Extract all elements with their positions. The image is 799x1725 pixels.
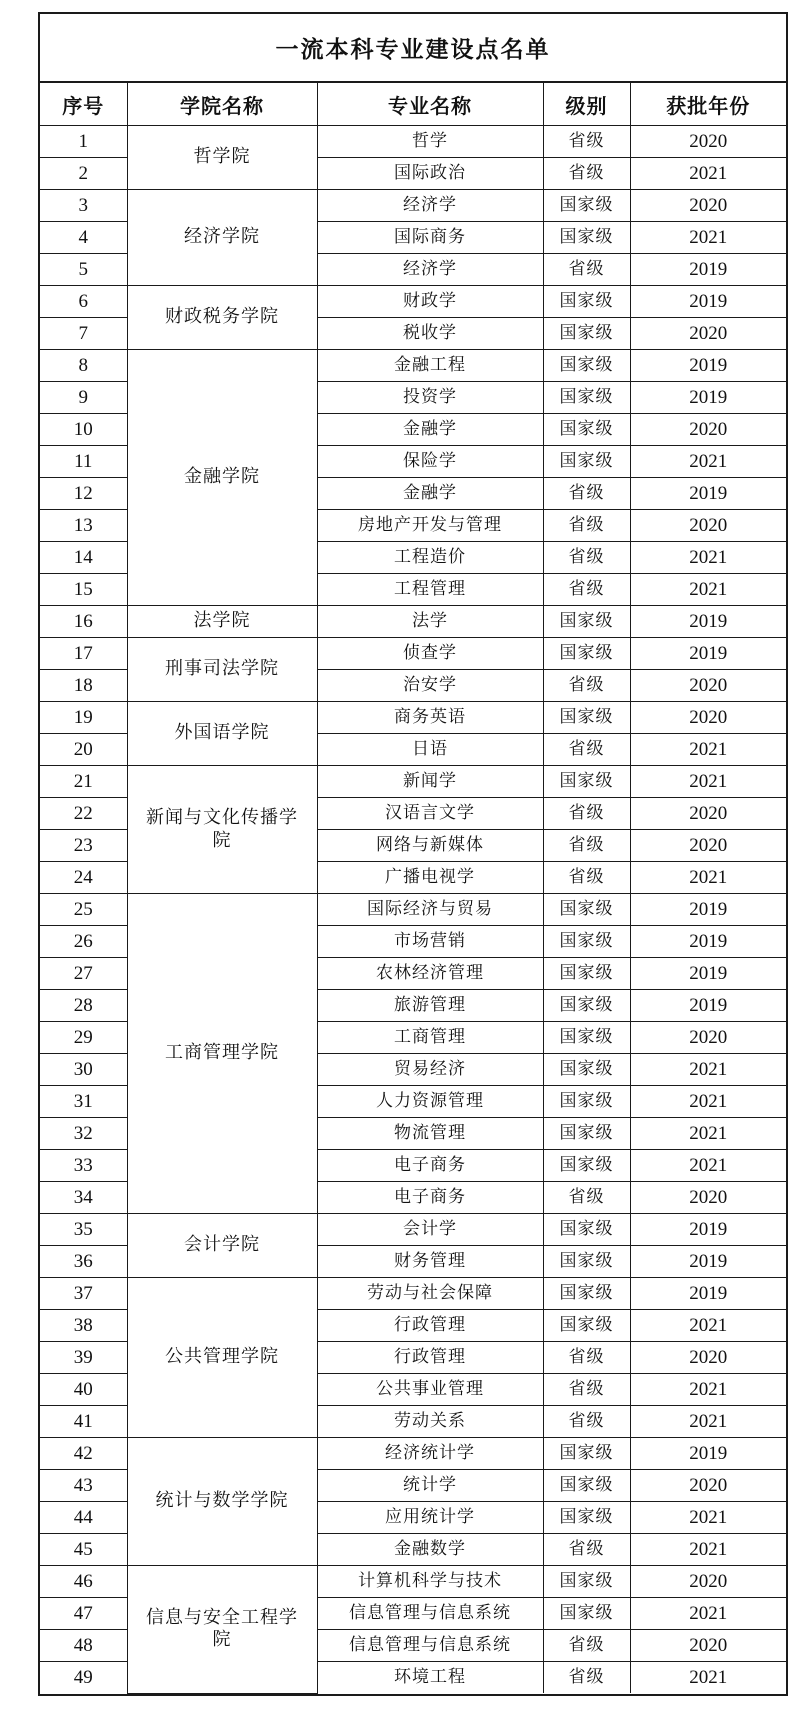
major-name: 金融学 (317, 478, 543, 510)
major-name: 电子商务 (317, 1182, 543, 1214)
row-index: 1 (40, 126, 127, 158)
level-badge: 国家级 (543, 1246, 630, 1278)
level-badge: 国家级 (543, 958, 630, 990)
major-name: 电子商务 (317, 1150, 543, 1182)
approval-year: 2021 (630, 734, 786, 766)
level-badge: 国家级 (543, 446, 630, 478)
approval-year: 2020 (630, 702, 786, 734)
level-badge: 省级 (543, 574, 630, 606)
header-index: 序号 (40, 83, 127, 126)
row-index: 17 (40, 638, 127, 670)
row-index: 7 (40, 318, 127, 350)
row-index: 39 (40, 1342, 127, 1374)
table-row (40, 766, 786, 798)
approval-year: 2020 (630, 126, 786, 158)
major-name: 经济学 (317, 254, 543, 286)
level-badge: 国家级 (543, 318, 630, 350)
approval-year: 2019 (630, 606, 786, 638)
row-index: 3 (40, 190, 127, 222)
level-badge: 国家级 (543, 190, 630, 222)
row-index: 6 (40, 286, 127, 318)
major-name: 哲学 (317, 126, 543, 158)
approval-year: 2021 (630, 1150, 786, 1182)
major-name: 税收学 (317, 318, 543, 350)
table-row (40, 286, 786, 318)
major-name: 环境工程 (317, 1662, 543, 1694)
major-name: 行政管理 (317, 1342, 543, 1374)
approval-year: 2019 (630, 478, 786, 510)
header-level: 级别 (543, 83, 630, 126)
table-row (40, 638, 786, 670)
major-name: 信息管理与信息系统 (317, 1598, 543, 1630)
approval-year: 2020 (630, 190, 786, 222)
row-index: 41 (40, 1406, 127, 1438)
approval-year: 2021 (630, 766, 786, 798)
major-name: 广播电视学 (317, 862, 543, 894)
level-badge: 国家级 (543, 1502, 630, 1534)
row-index: 13 (40, 510, 127, 542)
approval-year: 2021 (630, 1534, 786, 1566)
major-name: 公共事业管理 (317, 1374, 543, 1406)
major-name: 金融数学 (317, 1534, 543, 1566)
row-index: 31 (40, 1086, 127, 1118)
approval-year: 2021 (630, 1598, 786, 1630)
row-index: 20 (40, 734, 127, 766)
level-badge: 国家级 (543, 1566, 630, 1598)
major-name: 会计学 (317, 1214, 543, 1246)
major-name: 保险学 (317, 446, 543, 478)
level-badge: 国家级 (543, 702, 630, 734)
level-badge: 国家级 (543, 1438, 630, 1470)
level-badge: 省级 (543, 830, 630, 862)
major-name: 劳动与社会保障 (317, 1278, 543, 1310)
major-name: 汉语言文学 (317, 798, 543, 830)
row-index: 22 (40, 798, 127, 830)
level-badge: 省级 (543, 1662, 630, 1694)
approval-year: 2019 (630, 926, 786, 958)
level-badge: 国家级 (543, 350, 630, 382)
major-name: 旅游管理 (317, 990, 543, 1022)
department-name: 经济学院 (127, 190, 317, 286)
level-badge: 省级 (543, 1342, 630, 1374)
department-name: 工商管理学院 (127, 894, 317, 1214)
table-row (40, 1438, 786, 1470)
table-row (40, 1214, 786, 1246)
level-badge: 国家级 (543, 1310, 630, 1342)
department-name: 法学院 (127, 606, 317, 638)
level-badge: 省级 (543, 1406, 630, 1438)
major-name: 经济统计学 (317, 1438, 543, 1470)
level-badge: 国家级 (543, 1086, 630, 1118)
level-badge: 国家级 (543, 1214, 630, 1246)
row-index: 36 (40, 1246, 127, 1278)
row-index: 35 (40, 1214, 127, 1246)
major-name: 工程造价 (317, 542, 543, 574)
row-index: 25 (40, 894, 127, 926)
approval-year: 2020 (630, 798, 786, 830)
row-index: 5 (40, 254, 127, 286)
document-table-sheet (38, 12, 788, 1696)
approval-year: 2019 (630, 382, 786, 414)
level-badge: 省级 (543, 126, 630, 158)
row-index: 29 (40, 1022, 127, 1054)
approval-year: 2020 (630, 830, 786, 862)
row-index: 28 (40, 990, 127, 1022)
approval-year: 2019 (630, 638, 786, 670)
table-header-row (40, 83, 786, 126)
department-name: 会计学院 (127, 1214, 317, 1278)
major-name: 法学 (317, 606, 543, 638)
row-index: 21 (40, 766, 127, 798)
approval-year: 2019 (630, 254, 786, 286)
row-index: 37 (40, 1278, 127, 1310)
level-badge: 国家级 (543, 1150, 630, 1182)
row-index: 12 (40, 478, 127, 510)
row-index: 24 (40, 862, 127, 894)
major-name: 计算机科学与技术 (317, 1566, 543, 1598)
level-badge: 国家级 (543, 638, 630, 670)
major-name: 金融学 (317, 414, 543, 446)
level-badge: 省级 (543, 670, 630, 702)
major-name: 人力资源管理 (317, 1086, 543, 1118)
row-index: 43 (40, 1470, 127, 1502)
row-index: 9 (40, 382, 127, 414)
major-name: 金融工程 (317, 350, 543, 382)
row-index: 8 (40, 350, 127, 382)
row-index: 45 (40, 1534, 127, 1566)
major-name: 投资学 (317, 382, 543, 414)
approval-year: 2021 (630, 542, 786, 574)
level-badge: 省级 (543, 478, 630, 510)
row-index: 4 (40, 222, 127, 254)
approval-year: 2020 (630, 1566, 786, 1598)
row-index: 30 (40, 1054, 127, 1086)
level-badge: 省级 (543, 734, 630, 766)
approval-year: 2021 (630, 1310, 786, 1342)
major-name: 农林经济管理 (317, 958, 543, 990)
approval-year: 2021 (630, 862, 786, 894)
level-badge: 国家级 (543, 382, 630, 414)
approval-year: 2019 (630, 1278, 786, 1310)
level-badge: 国家级 (543, 1118, 630, 1150)
table-row (40, 606, 786, 638)
row-index: 26 (40, 926, 127, 958)
row-index: 2 (40, 158, 127, 190)
header-department: 学院名称 (127, 83, 317, 126)
table-row (40, 894, 786, 926)
row-index: 44 (40, 1502, 127, 1534)
row-index: 10 (40, 414, 127, 446)
major-name: 国际商务 (317, 222, 543, 254)
level-badge: 国家级 (543, 894, 630, 926)
table-row (40, 702, 786, 734)
approval-year: 2020 (630, 1342, 786, 1374)
table-row (40, 190, 786, 222)
level-badge: 国家级 (543, 1470, 630, 1502)
header-major: 专业名称 (317, 83, 543, 126)
row-index: 46 (40, 1566, 127, 1598)
approval-year: 2020 (630, 1182, 786, 1214)
row-index: 32 (40, 1118, 127, 1150)
level-badge: 省级 (543, 1374, 630, 1406)
approval-year: 2019 (630, 990, 786, 1022)
level-badge: 省级 (543, 542, 630, 574)
approval-year: 2020 (630, 1470, 786, 1502)
approval-year: 2020 (630, 318, 786, 350)
major-name: 统计学 (317, 1470, 543, 1502)
level-badge: 国家级 (543, 1278, 630, 1310)
level-badge: 国家级 (543, 926, 630, 958)
row-index: 38 (40, 1310, 127, 1342)
major-name: 商务英语 (317, 702, 543, 734)
row-index: 18 (40, 670, 127, 702)
approval-year: 2020 (630, 1630, 786, 1662)
level-badge: 省级 (543, 1630, 630, 1662)
approval-year: 2021 (630, 1502, 786, 1534)
major-name: 网络与新媒体 (317, 830, 543, 862)
major-name: 信息管理与信息系统 (317, 1630, 543, 1662)
level-badge: 国家级 (543, 1598, 630, 1630)
approval-year: 2021 (630, 222, 786, 254)
level-badge: 国家级 (543, 606, 630, 638)
department-name: 哲学院 (127, 126, 317, 190)
level-badge: 省级 (543, 862, 630, 894)
level-badge: 省级 (543, 1182, 630, 1214)
row-index: 19 (40, 702, 127, 734)
level-badge: 国家级 (543, 1022, 630, 1054)
major-name: 市场营销 (317, 926, 543, 958)
approval-year: 2020 (630, 670, 786, 702)
row-index: 42 (40, 1438, 127, 1470)
table-row (40, 1566, 786, 1598)
approval-year: 2021 (630, 1054, 786, 1086)
approval-year: 2021 (630, 1118, 786, 1150)
department-name: 外国语学院 (127, 702, 317, 766)
approval-year: 2021 (630, 158, 786, 190)
table-row (40, 126, 786, 158)
major-name: 劳动关系 (317, 1406, 543, 1438)
row-index: 11 (40, 446, 127, 478)
department-name: 统计与数学学院 (127, 1438, 317, 1566)
row-index: 14 (40, 542, 127, 574)
row-index: 40 (40, 1374, 127, 1406)
department-name: 金融学院 (127, 350, 317, 606)
row-index: 27 (40, 958, 127, 990)
approval-year: 2021 (630, 1406, 786, 1438)
major-name: 行政管理 (317, 1310, 543, 1342)
major-name: 日语 (317, 734, 543, 766)
level-badge: 省级 (543, 158, 630, 190)
approval-year: 2021 (630, 1086, 786, 1118)
major-name: 财政学 (317, 286, 543, 318)
major-name: 贸易经济 (317, 1054, 543, 1086)
level-badge: 国家级 (543, 222, 630, 254)
row-index: 49 (40, 1662, 127, 1694)
approval-year: 2021 (630, 1374, 786, 1406)
major-name: 房地产开发与管理 (317, 510, 543, 542)
approval-year: 2020 (630, 414, 786, 446)
row-index: 34 (40, 1182, 127, 1214)
row-index: 23 (40, 830, 127, 862)
level-badge: 国家级 (543, 1054, 630, 1086)
row-index: 16 (40, 606, 127, 638)
table-row (40, 350, 786, 382)
major-name: 财务管理 (317, 1246, 543, 1278)
level-badge: 省级 (543, 254, 630, 286)
major-name: 国际政治 (317, 158, 543, 190)
level-badge: 国家级 (543, 990, 630, 1022)
major-name: 经济学 (317, 190, 543, 222)
approval-year: 2019 (630, 350, 786, 382)
major-name: 治安学 (317, 670, 543, 702)
major-name: 侦查学 (317, 638, 543, 670)
major-name: 物流管理 (317, 1118, 543, 1150)
row-index: 15 (40, 574, 127, 606)
approval-year: 2019 (630, 1246, 786, 1278)
majors-table (40, 83, 786, 1694)
header-year: 获批年份 (630, 83, 786, 126)
department-name: 公共管理学院 (127, 1278, 317, 1438)
department-name: 财政税务学院 (127, 286, 317, 350)
major-name: 工商管理 (317, 1022, 543, 1054)
approval-year: 2019 (630, 894, 786, 926)
document-title: 一流本科专业建设点名单 (40, 14, 786, 83)
level-badge: 国家级 (543, 286, 630, 318)
level-badge: 国家级 (543, 414, 630, 446)
approval-year: 2021 (630, 1662, 786, 1694)
level-badge: 省级 (543, 1534, 630, 1566)
major-name: 国际经济与贸易 (317, 894, 543, 926)
row-index: 33 (40, 1150, 127, 1182)
approval-year: 2019 (630, 286, 786, 318)
department-name: 刑事司法学院 (127, 638, 317, 702)
major-name: 应用统计学 (317, 1502, 543, 1534)
row-index: 48 (40, 1630, 127, 1662)
department-name: 新闻与文化传播学院 (127, 766, 317, 894)
major-name: 工程管理 (317, 574, 543, 606)
level-badge: 省级 (543, 798, 630, 830)
department-name: 信息与安全工程学院 (127, 1566, 317, 1694)
major-name: 新闻学 (317, 766, 543, 798)
approval-year: 2019 (630, 1214, 786, 1246)
approval-year: 2019 (630, 958, 786, 990)
table-body (40, 126, 786, 1694)
approval-year: 2020 (630, 510, 786, 542)
level-badge: 省级 (543, 510, 630, 542)
level-badge: 国家级 (543, 766, 630, 798)
approval-year: 2019 (630, 1438, 786, 1470)
approval-year: 2021 (630, 574, 786, 606)
table-row (40, 1278, 786, 1310)
row-index: 47 (40, 1598, 127, 1630)
approval-year: 2021 (630, 446, 786, 478)
approval-year: 2020 (630, 1022, 786, 1054)
